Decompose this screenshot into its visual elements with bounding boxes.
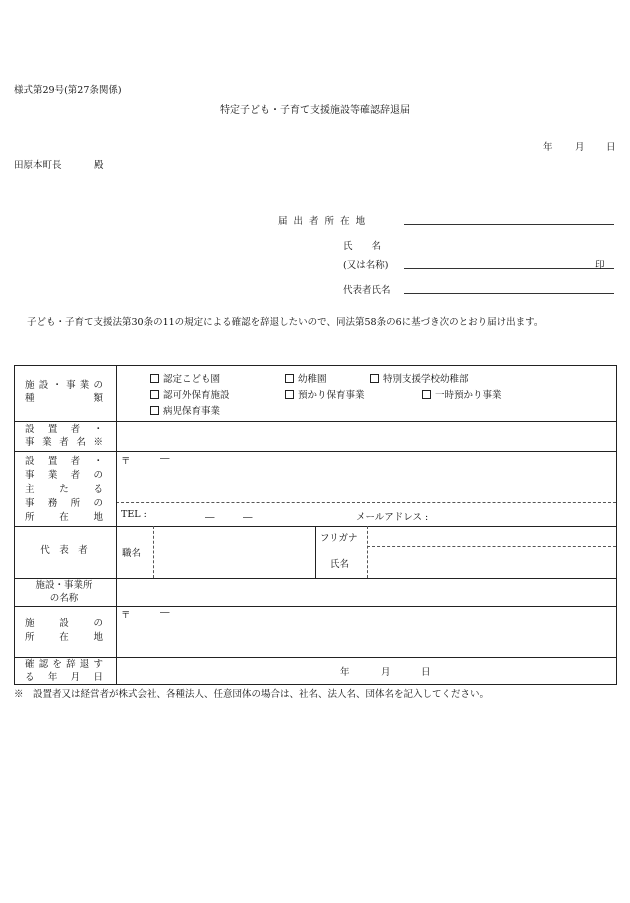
operator-name-label-2: 事業者名※ xyxy=(25,437,103,448)
tel-label: TEL : xyxy=(121,509,147,520)
withdraw-year: 年 xyxy=(340,667,350,678)
checkbox-icon xyxy=(370,374,379,383)
form-number: 様式第29号(第27条関係) xyxy=(14,85,122,96)
facility-name-label-2: の名称 xyxy=(49,593,79,604)
checkbox-icon xyxy=(150,374,159,383)
option-unlicensed-childcare[interactable]: 認可外保育施設 xyxy=(150,387,230,401)
date-month: 月 xyxy=(575,142,585,153)
operator-name-field[interactable] xyxy=(118,421,613,449)
checkbox-icon xyxy=(150,406,159,415)
withdraw-date-label: 確認を辞退す xyxy=(25,659,103,670)
footnote: ※ 設置者又は経営者が株式会社、各種法人、任意団体の場合は、社名、法人名、団体名を記入してください。 xyxy=(14,689,490,700)
applicant-name-label: 氏 名 xyxy=(343,241,382,252)
honorific: 殿 xyxy=(94,160,104,171)
furigana-field[interactable] xyxy=(370,527,614,545)
applicant-address-label: 届 出 者 所 在 地 xyxy=(278,216,366,227)
withdraw-date-field[interactable] xyxy=(118,658,328,682)
operator-address-label-3: 主たる xyxy=(25,484,103,495)
facility-type-label: 施設・事業の xyxy=(25,380,103,391)
operator-name-label: 設置者・ xyxy=(25,424,103,435)
option-temporary-care[interactable]: 一時預かり事業 xyxy=(422,387,502,401)
applicant-name-sub-label: (又は名称) xyxy=(343,260,389,271)
applicant-address-line[interactable] xyxy=(404,224,614,225)
operator-address-label-5: 所在地 xyxy=(25,512,103,523)
email-label: メールアドレス : xyxy=(356,512,429,523)
option-extended-care[interactable]: 預かり保育事業 xyxy=(285,387,365,401)
statement: 子ども・子育て支援法第30条の11の規定による確認を辞退したいので、同法第58条の6に基づき次のとおり届け出ます。 xyxy=(27,317,544,328)
checkbox-icon xyxy=(285,374,294,383)
operator-address-label-1: 設置者・ xyxy=(25,456,103,467)
facility-name-field[interactable] xyxy=(118,579,613,605)
facility-type-label-2: 種 類 xyxy=(25,393,103,404)
representative-line[interactable] xyxy=(404,293,614,294)
facility-postal-dash: ― xyxy=(160,607,170,618)
option-kindergarten[interactable]: 幼稚園 xyxy=(285,371,327,385)
withdraw-month: 月 xyxy=(381,667,391,678)
operator-address-label-2: 事業者の xyxy=(25,470,103,481)
facility-address-label-1: 施設の xyxy=(25,618,103,629)
option-certified-kodomoen[interactable]: 認定こども園 xyxy=(150,371,220,385)
job-title-field[interactable] xyxy=(154,527,314,577)
postal-mark: 〒 xyxy=(121,456,131,467)
facility-name-label: 施設・事業所 xyxy=(35,580,93,591)
operator-address-label-4: 事務所の xyxy=(25,498,103,509)
withdraw-day: 日 xyxy=(421,667,431,678)
operator-address-field[interactable] xyxy=(118,466,613,500)
job-title-label: 職名 xyxy=(122,548,142,559)
checkbox-icon xyxy=(285,390,294,399)
applicant-name-line[interactable] xyxy=(404,268,614,269)
date-day: 日 xyxy=(606,142,616,153)
rep-name-label: 氏名 xyxy=(330,559,350,570)
facility-address-label-2: 所在地 xyxy=(25,632,103,643)
option-sick-child-care[interactable]: 病児保育事業 xyxy=(150,403,220,417)
furigana-label: フリガナ xyxy=(320,533,358,544)
postal-dash: ― xyxy=(160,453,170,464)
tel-dash: ― ― xyxy=(205,512,253,523)
document-title: 特定子ども・子育て支援施設等確認辞退届 xyxy=(220,105,410,116)
rep-name-field[interactable] xyxy=(370,547,614,577)
representative-row-label: 代 表 者 xyxy=(40,545,88,556)
seal-mark: 印 xyxy=(595,260,605,271)
representative-label: 代表者氏名 xyxy=(343,285,391,296)
withdraw-date-label-2: る年月日 xyxy=(25,672,103,683)
addressee: 田原本町長 xyxy=(14,160,62,171)
facility-address-field[interactable] xyxy=(118,620,613,654)
date-year: 年 xyxy=(543,142,553,153)
option-special-support-kindergarten[interactable]: 特別支援学校幼稚部 xyxy=(370,371,469,385)
facility-postal-mark: 〒 xyxy=(121,610,131,621)
checkbox-icon xyxy=(422,390,431,399)
checkbox-icon xyxy=(150,390,159,399)
